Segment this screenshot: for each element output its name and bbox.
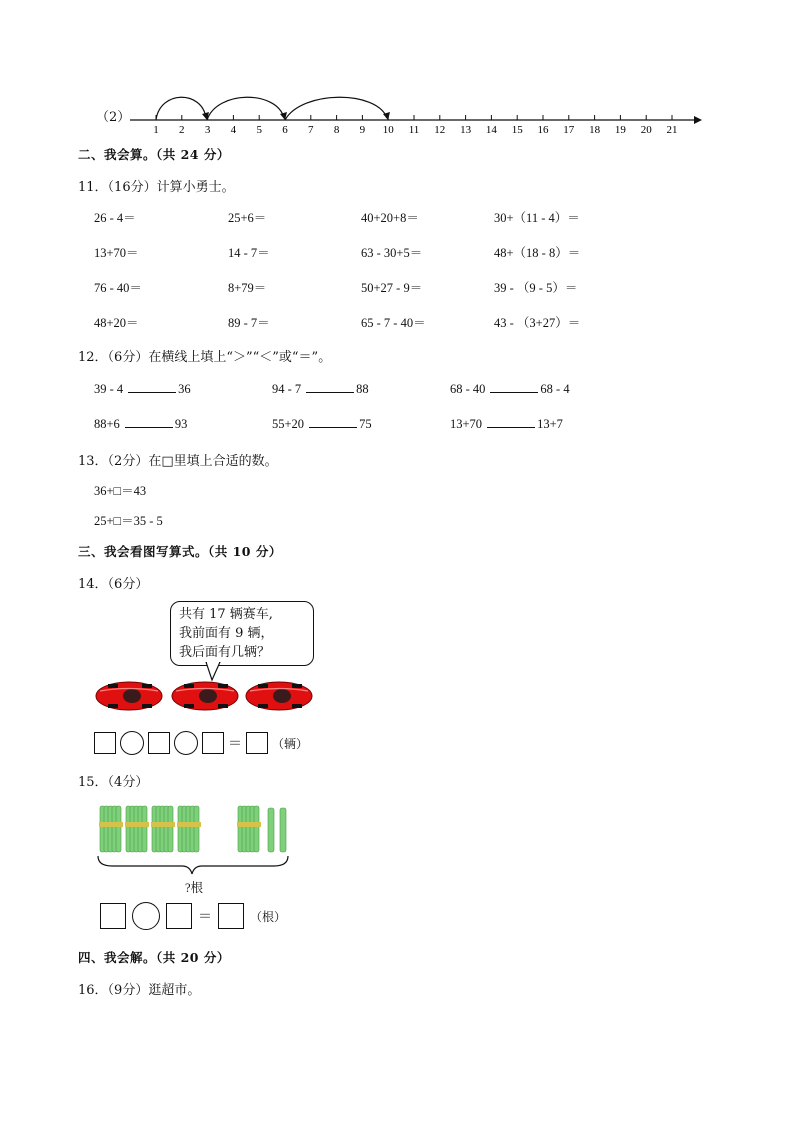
compare-item [450, 415, 563, 432]
race-car [172, 682, 238, 710]
q14-title: 14．（6分） [78, 577, 149, 592]
tick-label: 3 [204, 124, 211, 136]
calc-item: 65 - 7 - 40＝ [361, 316, 426, 330]
calc-item: 63 - 30+5＝ [361, 246, 423, 260]
tick-label: 8 [333, 124, 340, 136]
bubble-line: 我前面有 9 辆， [179, 626, 274, 641]
operator-circle[interactable] [132, 902, 160, 930]
tick-label: 17 [563, 124, 575, 136]
calc-item: 26 - 4＝ [94, 211, 136, 225]
tick-label: 5 [256, 124, 262, 136]
calc-item: 13+70＝ [94, 246, 139, 260]
jump-arc-1 [156, 97, 206, 120]
answer-box[interactable] [94, 732, 116, 754]
q13-title: 13．（2分）在□里填上合适的数。 [78, 454, 278, 469]
equals-sign: ＝ [228, 736, 242, 752]
compare-item [94, 415, 187, 432]
compare-right: 36 [178, 382, 191, 396]
q14-equation [94, 731, 308, 755]
equals-sign: ＝ [198, 909, 212, 925]
compare-right: 68 - 4 [540, 382, 570, 396]
stick-bundle [151, 806, 175, 852]
answer-box[interactable] [166, 903, 192, 929]
compare-blank[interactable] [490, 380, 538, 393]
curly-brace [98, 856, 288, 874]
compare-blank[interactable] [487, 415, 535, 428]
race-car [96, 682, 162, 710]
operator-circle[interactable] [120, 731, 144, 755]
q13-line-1: 36+□＝43 [94, 484, 147, 498]
tick-label: 16 [537, 124, 549, 136]
tick-label: 21 [666, 124, 678, 136]
compare-left: 94 - 7 [272, 382, 302, 396]
number-line-label: （2） [96, 110, 131, 125]
calc-item: 30+（11 - 4）＝ [494, 211, 580, 225]
tick-label: 9 [359, 124, 366, 136]
stick-bundle [177, 806, 201, 852]
jump-arc-2 [207, 97, 284, 120]
answer-box[interactable] [246, 732, 268, 754]
tick-label: 14 [485, 124, 497, 136]
single-stick [268, 808, 274, 852]
operator-circle[interactable] [174, 731, 198, 755]
stick-bundle [99, 806, 123, 852]
calc-item: 14 - 7＝ [228, 246, 270, 260]
compare-blank[interactable] [128, 380, 176, 393]
tick-label: 12 [434, 124, 446, 136]
unit-label: （根） [250, 909, 287, 924]
q11-title: 11．（16分）计算小勇士。 [78, 180, 235, 195]
compare-left: 55+20 [272, 417, 305, 431]
tick-label: 10 [382, 124, 394, 136]
compare-item [272, 415, 372, 432]
calc-item: 40+20+8＝ [361, 211, 419, 225]
answer-box[interactable] [218, 903, 244, 929]
compare-blank[interactable] [306, 380, 354, 393]
compare-item [450, 380, 570, 397]
tick-label: 6 [282, 124, 288, 136]
section-3-heading: 三、我会看图写算式。（共 10 分） [78, 544, 282, 559]
compare-right: 13+7 [537, 417, 563, 431]
compare-item [272, 380, 369, 397]
calc-item: 25+6＝ [228, 211, 267, 225]
stick-bundle [237, 806, 261, 852]
single-stick [280, 808, 286, 852]
tick-label: 11 [408, 124, 420, 136]
speech-bubble [170, 601, 314, 666]
race-cars [92, 676, 322, 716]
q13-line-2: 25+□＝35 - 5 [94, 514, 163, 528]
bubble-line: 共有 17 辆赛车, [179, 607, 273, 622]
calc-item: 76 - 40＝ [94, 281, 142, 295]
answer-box[interactable] [148, 732, 170, 754]
compare-left: 88+6 [94, 417, 120, 431]
calc-item: 89 - 7＝ [228, 316, 270, 330]
tick-label: 7 [308, 124, 314, 136]
compare-right: 93 [174, 417, 188, 431]
number-line-question [92, 92, 702, 136]
calc-item: 50+27 - 9＝ [361, 281, 423, 295]
compare-blank[interactable] [309, 415, 357, 428]
calc-item: 48+（18 - 8）＝ [494, 246, 581, 260]
compare-left: 68 - 40 [450, 382, 486, 396]
bubble-line: 我后面有几辆？ [179, 645, 271, 660]
compare-right: 75 [359, 417, 372, 431]
q15-title: 15．（4分） [78, 775, 149, 790]
tick-label: 19 [614, 124, 626, 136]
jump-arc-3 [285, 97, 387, 120]
tick-label: 13 [460, 124, 472, 136]
q15-equation [100, 902, 286, 930]
calc-item: 39 - （9 - 5）＝ [494, 281, 578, 295]
stick-bundles [92, 800, 302, 880]
tick-label: 18 [589, 124, 601, 136]
answer-box[interactable] [100, 903, 126, 929]
calc-item: 48+20＝ [94, 316, 139, 330]
tick-label: 1 [153, 124, 159, 136]
compare-blank[interactable] [125, 415, 173, 428]
tick-label: 2 [179, 124, 185, 136]
tick-label: 20 [640, 124, 652, 136]
tick-label: 15 [511, 124, 523, 136]
calc-item: 43 - （3+27）＝ [494, 316, 581, 330]
race-car [246, 682, 312, 710]
calc-item: 8+79＝ [228, 281, 267, 295]
q12-title: 12．（6分）在横线上填上“＞”“＜”或“＝”。 [78, 350, 332, 365]
number-line [92, 92, 702, 136]
brace-label: ?根 [185, 881, 204, 895]
answer-box[interactable] [202, 732, 224, 754]
unit-label: （辆） [272, 736, 309, 751]
section-2-heading: 二、我会算。（共 24 分） [78, 147, 230, 162]
compare-right: 88 [356, 382, 369, 396]
compare-left: 13+70 [450, 417, 483, 431]
q16-title: 16．（9分）逛超市。 [78, 983, 201, 998]
stick-bundle [125, 806, 149, 852]
tick-label: 4 [230, 124, 237, 136]
section-4-heading: 四、我会解。（共 20 分） [78, 950, 230, 965]
compare-item [94, 380, 191, 397]
compare-left: 39 - 4 [94, 382, 124, 396]
